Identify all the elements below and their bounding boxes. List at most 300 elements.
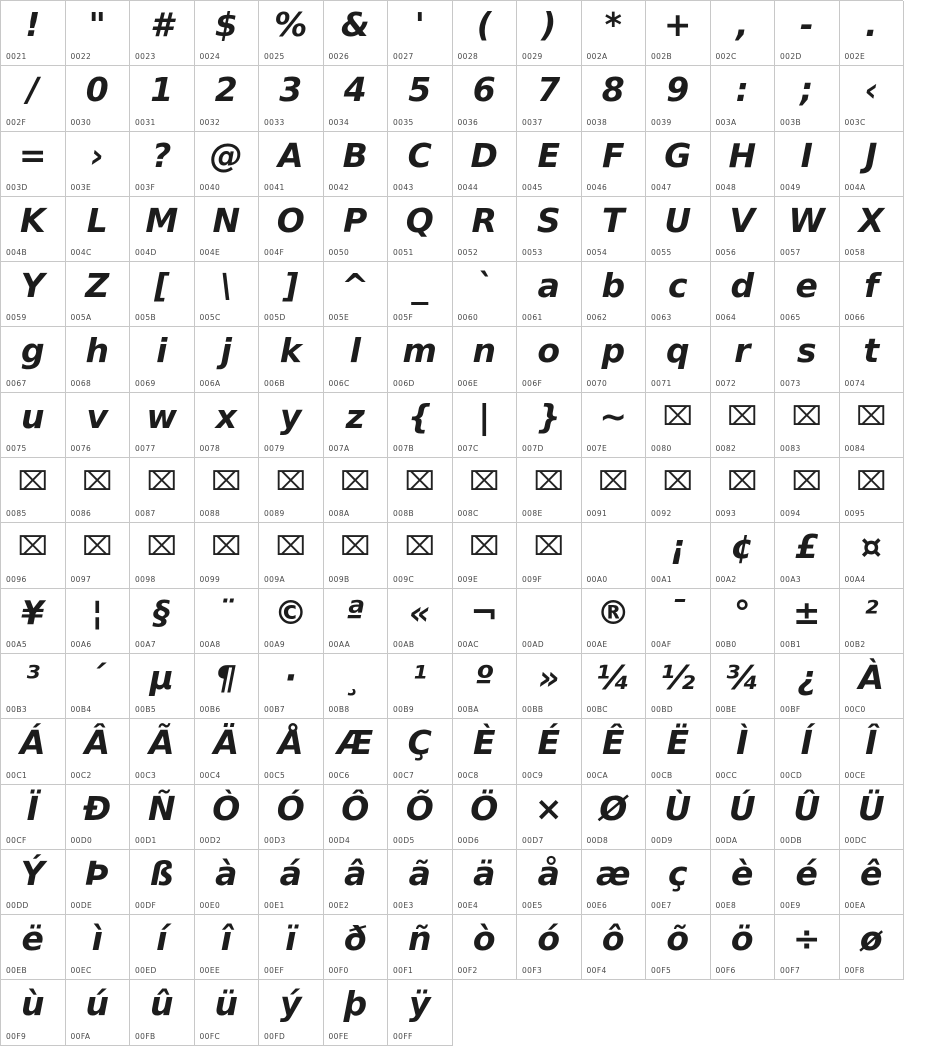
glyph-character: o	[537, 331, 561, 371]
glyph-cell[interactable]	[646, 785, 711, 850]
glyph-cell[interactable]	[711, 523, 776, 588]
glyph-cell[interactable]	[388, 654, 453, 719]
glyph-character: °	[734, 592, 751, 632]
glyph-character: ¾	[725, 657, 760, 697]
glyph-codepoint: 007B	[393, 444, 415, 454]
glyph-codepoint: 008A	[328, 509, 350, 519]
glyph-cell[interactable]	[130, 197, 195, 262]
glyph-cell[interactable]	[66, 458, 131, 523]
glyph-cell[interactable]	[130, 654, 195, 719]
glyph-cell[interactable]	[840, 132, 905, 197]
glyph-cell[interactable]	[259, 719, 324, 784]
glyph-cell[interactable]	[646, 132, 711, 197]
glyph-codepoint: 0053	[522, 248, 543, 258]
glyph-codepoint: 005B	[135, 313, 157, 323]
glyph-cell[interactable]	[259, 523, 324, 588]
glyph-codepoint: 0082	[715, 444, 737, 454]
glyph-cell[interactable]	[775, 915, 840, 980]
glyph-cell[interactable]	[66, 327, 131, 392]
glyph-codepoint: 0072	[715, 378, 737, 388]
glyph-cell[interactable]	[1, 589, 66, 654]
glyph-codepoint: 007A	[328, 444, 350, 454]
glyph-cell[interactable]	[66, 589, 131, 654]
glyph-cell[interactable]	[646, 1, 711, 66]
glyph-character: Ý	[20, 853, 45, 893]
glyph-codepoint: 009E	[457, 574, 479, 584]
glyph-cell[interactable]	[259, 327, 324, 392]
glyph-cell[interactable]	[582, 719, 647, 784]
glyph-cell[interactable]	[517, 262, 582, 327]
glyph-cell[interactable]	[646, 850, 711, 915]
glyph-cell[interactable]	[388, 66, 453, 131]
glyph-cell[interactable]	[259, 197, 324, 262]
glyph-cell[interactable]	[66, 1, 131, 66]
glyph-cell[interactable]	[130, 719, 195, 784]
glyph-codepoint: 0041	[264, 182, 285, 192]
glyph-cell[interactable]	[517, 66, 582, 131]
glyph-character: ×	[534, 788, 563, 828]
glyph-cell[interactable]	[582, 132, 647, 197]
glyph-cell[interactable]	[388, 197, 453, 262]
glyph-cell[interactable]	[646, 523, 711, 588]
glyph-cell[interactable]	[66, 197, 131, 262]
glyph-codepoint: 003A	[715, 117, 737, 127]
glyph-cell[interactable]	[324, 850, 389, 915]
glyph-cell[interactable]	[388, 980, 453, 1045]
glyph-cell[interactable]	[324, 589, 389, 654]
glyph-character: ¤	[860, 527, 882, 567]
glyph-cell[interactable]	[775, 1, 840, 66]
glyph-cell[interactable]	[711, 458, 776, 523]
glyph-cell[interactable]	[259, 980, 324, 1045]
glyph-character: r	[734, 331, 751, 371]
glyph-character: k	[279, 331, 302, 371]
glyph-character: ¹	[412, 657, 427, 697]
glyph-cell[interactable]	[775, 393, 840, 458]
glyph-cell[interactable]	[130, 132, 195, 197]
glyph-codepoint: 00C1	[6, 770, 28, 780]
glyph-cell[interactable]	[775, 132, 840, 197]
glyph-cell[interactable]	[388, 523, 453, 588]
glyph-cell[interactable]	[388, 719, 453, 784]
glyph-cell[interactable]	[195, 458, 260, 523]
glyph-cell[interactable]	[453, 327, 518, 392]
glyph-cell[interactable]	[582, 66, 647, 131]
glyph-cell[interactable]	[453, 589, 518, 654]
glyph-cell[interactable]	[840, 523, 905, 588]
glyph-codepoint: 00F9	[6, 1031, 27, 1041]
glyph-cell[interactable]	[775, 197, 840, 262]
glyph-cell[interactable]	[517, 327, 582, 392]
glyph-cell[interactable]	[453, 850, 518, 915]
glyph-cell[interactable]	[259, 66, 324, 131]
glyph-character: À	[858, 657, 885, 697]
notdef-box-icon: ⌧	[275, 532, 306, 563]
glyph-cell[interactable]	[840, 654, 905, 719]
glyph-cell[interactable]	[711, 393, 776, 458]
glyph-cell[interactable]	[324, 980, 389, 1045]
glyph-cell[interactable]	[388, 1, 453, 66]
glyph-character: _	[411, 266, 428, 306]
glyph-cell[interactable]	[646, 393, 711, 458]
glyph-cell[interactable]	[1, 197, 66, 262]
glyph-cell[interactable]	[582, 458, 647, 523]
glyph-cell[interactable]	[582, 327, 647, 392]
glyph-cell[interactable]	[259, 1, 324, 66]
glyph-character: ø	[859, 919, 883, 959]
glyph-cell[interactable]	[582, 850, 647, 915]
glyph-cell[interactable]	[195, 850, 260, 915]
glyph-cell[interactable]	[1, 785, 66, 850]
glyph-character: f	[864, 266, 879, 306]
glyph-cell[interactable]	[259, 132, 324, 197]
glyph-cell[interactable]	[582, 1, 647, 66]
glyph-cell[interactable]	[66, 850, 131, 915]
notdef-box-icon: ⌧	[469, 532, 500, 563]
glyph-cell[interactable]	[775, 262, 840, 327]
glyph-cell[interactable]	[517, 915, 582, 980]
glyph-cell[interactable]	[388, 785, 453, 850]
glyph-cell[interactable]	[1, 654, 66, 719]
glyph-cell[interactable]	[517, 850, 582, 915]
glyph-cell[interactable]	[259, 262, 324, 327]
glyph-cell[interactable]	[1, 132, 66, 197]
glyph-cell[interactable]	[453, 719, 518, 784]
glyph-cell[interactable]	[711, 589, 776, 654]
glyph-cell[interactable]	[646, 589, 711, 654]
glyph-cell[interactable]	[130, 327, 195, 392]
glyph-codepoint: 00AF	[651, 639, 672, 649]
glyph-cell[interactable]	[324, 327, 389, 392]
glyph-cell[interactable]	[453, 262, 518, 327]
glyph-cell[interactable]	[453, 197, 518, 262]
glyph-cell[interactable]	[388, 132, 453, 197]
glyph-character: ï	[285, 919, 297, 959]
glyph-character: ½	[660, 657, 695, 697]
glyph-character: F	[601, 135, 625, 175]
glyph-cell[interactable]	[1, 850, 66, 915]
glyph-character: U	[664, 200, 692, 240]
glyph-cell[interactable]	[195, 262, 260, 327]
glyph-codepoint: 0039	[651, 117, 672, 127]
glyph-cell[interactable]	[582, 589, 647, 654]
glyph-cell[interactable]	[66, 915, 131, 980]
glyph-cell[interactable]	[840, 66, 905, 131]
glyph-cell[interactable]	[195, 523, 260, 588]
glyph-cell[interactable]	[453, 393, 518, 458]
glyph-cell[interactable]	[840, 458, 905, 523]
glyph-character: I	[800, 135, 813, 175]
glyph-cell[interactable]	[517, 132, 582, 197]
glyph-cell[interactable]	[324, 915, 389, 980]
glyph-cell[interactable]	[388, 393, 453, 458]
glyph-character: Õ	[405, 788, 434, 828]
glyph-cell[interactable]	[195, 327, 260, 392]
glyph-cell[interactable]	[582, 523, 647, 588]
glyph-cell[interactable]	[130, 458, 195, 523]
glyph-cell[interactable]	[1, 980, 66, 1045]
glyph-cell[interactable]	[775, 523, 840, 588]
glyph-cell[interactable]	[259, 654, 324, 719]
glyph-cell[interactable]	[840, 393, 905, 458]
glyph-cell[interactable]	[324, 262, 389, 327]
glyph-character: @	[209, 135, 243, 175]
glyph-cell[interactable]	[453, 915, 518, 980]
notdef-box-icon: ⌧	[533, 467, 564, 498]
glyph-cell[interactable]	[259, 785, 324, 850]
glyph-codepoint: 009A	[264, 574, 286, 584]
glyph-cell[interactable]	[711, 719, 776, 784]
glyph-cell[interactable]	[711, 915, 776, 980]
glyph-codepoint: 0066	[844, 313, 866, 323]
glyph-cell[interactable]	[646, 262, 711, 327]
glyph-cell[interactable]	[775, 719, 840, 784]
glyph-cell[interactable]	[517, 458, 582, 523]
glyph-cell[interactable]	[259, 589, 324, 654]
glyph-cell[interactable]	[130, 850, 195, 915]
glyph-cell[interactable]	[582, 262, 647, 327]
glyph-cell[interactable]	[66, 654, 131, 719]
glyph-cell[interactable]	[195, 66, 260, 131]
glyph-codepoint: 00B0	[715, 639, 737, 649]
glyph-codepoint: 00DC	[844, 835, 867, 845]
glyph-cell[interactable]	[453, 654, 518, 719]
glyph-cell[interactable]	[130, 980, 195, 1045]
glyph-cell[interactable]	[388, 850, 453, 915]
glyph-codepoint: 008E	[522, 509, 543, 519]
glyph-cell[interactable]	[66, 66, 131, 131]
glyph-character: /	[26, 70, 39, 110]
glyph-cell[interactable]	[130, 393, 195, 458]
glyph-character: É	[537, 723, 561, 763]
glyph-cell[interactable]	[195, 654, 260, 719]
glyph-cell[interactable]	[711, 132, 776, 197]
glyph-cell[interactable]	[324, 132, 389, 197]
glyph-cell[interactable]	[711, 262, 776, 327]
glyph-cell[interactable]	[324, 719, 389, 784]
glyph-codepoint: 0042	[328, 182, 350, 192]
glyph-cell[interactable]	[453, 785, 518, 850]
glyph-cell[interactable]	[66, 262, 131, 327]
glyph-cell[interactable]	[66, 719, 131, 784]
glyph-cell[interactable]	[388, 458, 453, 523]
glyph-cell[interactable]	[324, 197, 389, 262]
glyph-cell[interactable]	[195, 915, 260, 980]
glyph-cell[interactable]	[259, 850, 324, 915]
glyph-cell[interactable]	[775, 458, 840, 523]
glyph-codepoint: 0095	[844, 509, 866, 519]
glyph-cell[interactable]	[66, 132, 131, 197]
glyph-cell[interactable]	[775, 66, 840, 131]
glyph-cell[interactable]	[324, 393, 389, 458]
glyph-character: Ó	[276, 788, 305, 828]
glyph-character: ·	[284, 657, 298, 697]
glyph-cell[interactable]	[840, 197, 905, 262]
glyph-cell[interactable]	[775, 327, 840, 392]
glyph-codepoint: 00AD	[522, 639, 545, 649]
glyph-cell[interactable]	[711, 66, 776, 131]
glyph-cell[interactable]	[517, 523, 582, 588]
glyph-cell[interactable]	[324, 523, 389, 588]
glyph-character: g	[20, 331, 45, 371]
glyph-character: ý	[279, 984, 302, 1024]
glyph-cell[interactable]	[517, 393, 582, 458]
glyph-character: ,	[735, 5, 749, 44]
glyph-cell[interactable]	[1, 393, 66, 458]
glyph-cell[interactable]	[130, 785, 195, 850]
glyph-cell[interactable]	[711, 197, 776, 262]
glyph-cell[interactable]	[840, 589, 905, 654]
glyph-codepoint: 0080	[651, 444, 672, 454]
glyph-cell[interactable]	[582, 785, 647, 850]
glyph-cell[interactable]	[130, 523, 195, 588]
glyph-cell[interactable]	[324, 66, 389, 131]
glyph-cell[interactable]	[66, 523, 131, 588]
glyph-cell[interactable]	[195, 785, 260, 850]
glyph-cell[interactable]	[195, 197, 260, 262]
glyph-cell[interactable]	[453, 66, 518, 131]
glyph-cell[interactable]	[517, 654, 582, 719]
glyph-codepoint: 009F	[522, 574, 543, 584]
glyph-codepoint: 0051	[393, 248, 414, 258]
glyph-cell[interactable]	[195, 1, 260, 66]
glyph-cell[interactable]	[840, 850, 905, 915]
glyph-cell[interactable]	[582, 915, 647, 980]
glyph-codepoint: 008B	[393, 509, 415, 519]
glyph-cell[interactable]	[582, 197, 647, 262]
glyph-cell[interactable]	[1, 1, 66, 66]
glyph-codepoint: 00D2	[199, 835, 222, 845]
glyph-cell[interactable]	[130, 589, 195, 654]
glyph-cell[interactable]	[259, 393, 324, 458]
glyph-cell[interactable]	[453, 458, 518, 523]
glyph-character: Ü	[857, 788, 885, 828]
glyph-cell[interactable]	[195, 589, 260, 654]
glyph-cell[interactable]	[711, 785, 776, 850]
glyph-cell[interactable]	[1, 915, 66, 980]
glyph-cell[interactable]	[517, 1, 582, 66]
glyph-cell[interactable]	[130, 915, 195, 980]
glyph-cell[interactable]	[324, 785, 389, 850]
notdef-box-icon: ⌧	[82, 532, 113, 563]
glyph-cell[interactable]	[1, 523, 66, 588]
glyph-cell[interactable]	[388, 327, 453, 392]
glyph-cell[interactable]	[775, 654, 840, 719]
glyph-cell[interactable]	[517, 197, 582, 262]
glyph-cell[interactable]	[130, 1, 195, 66]
glyph-cell[interactable]	[840, 785, 905, 850]
glyph-cell[interactable]	[646, 66, 711, 131]
glyph-cell[interactable]	[195, 719, 260, 784]
notdef-box-icon: ⌧	[275, 467, 306, 498]
glyph-codepoint: 00B1	[780, 639, 802, 649]
glyph-cell[interactable]	[711, 654, 776, 719]
glyph-cell[interactable]	[646, 915, 711, 980]
glyph-cell[interactable]	[646, 458, 711, 523]
glyph-cell[interactable]	[840, 262, 905, 327]
glyph-cell[interactable]	[195, 980, 260, 1045]
glyph-cell[interactable]	[259, 915, 324, 980]
glyph-cell[interactable]	[840, 1, 905, 66]
glyph-cell[interactable]	[1, 327, 66, 392]
glyph-cell[interactable]	[775, 850, 840, 915]
glyph-cell[interactable]	[324, 1, 389, 66]
glyph-character: ©	[274, 592, 308, 632]
glyph-codepoint: 006B	[264, 378, 286, 388]
glyph-cell[interactable]	[1, 66, 66, 131]
glyph-cell[interactable]	[66, 393, 131, 458]
glyph-cell[interactable]	[646, 719, 711, 784]
glyph-cell[interactable]	[517, 785, 582, 850]
glyph-cell[interactable]	[66, 980, 131, 1045]
notdef-box-icon: ⌧	[17, 532, 48, 563]
glyph-cell[interactable]	[517, 719, 582, 784]
glyph-cell[interactable]	[66, 785, 131, 850]
glyph-cell[interactable]	[646, 327, 711, 392]
glyph-cell[interactable]	[453, 132, 518, 197]
glyph-codepoint: 00C8	[457, 770, 479, 780]
glyph-cell[interactable]	[195, 132, 260, 197]
glyph-cell[interactable]	[388, 915, 453, 980]
glyph-codepoint: 0037	[522, 117, 543, 127]
glyph-character: ¨	[218, 592, 235, 632]
glyph-codepoint: 0086	[70, 509, 92, 519]
glyph-codepoint: 00B5	[135, 705, 157, 715]
glyph-cell[interactable]	[1, 458, 66, 523]
notdef-box-icon: ⌧	[404, 467, 435, 498]
glyph-cell[interactable]	[453, 523, 518, 588]
glyph-cell[interactable]	[130, 262, 195, 327]
glyph-cell[interactable]	[840, 915, 905, 980]
glyph-cell[interactable]	[388, 589, 453, 654]
glyph-character: ì	[91, 919, 103, 959]
glyph-cell[interactable]	[646, 197, 711, 262]
glyph-cell[interactable]	[711, 1, 776, 66]
glyph-codepoint: 0034	[328, 117, 350, 127]
glyph-cell[interactable]	[646, 654, 711, 719]
glyph-codepoint: 00AB	[393, 639, 415, 649]
glyph-cell[interactable]	[711, 850, 776, 915]
glyph-cell[interactable]	[1, 262, 66, 327]
glyph-cell[interactable]	[324, 458, 389, 523]
glyph-character: =	[18, 135, 47, 175]
glyph-cell[interactable]	[840, 327, 905, 392]
glyph-cell[interactable]	[711, 327, 776, 392]
glyph-cell[interactable]	[388, 262, 453, 327]
glyph-codepoint: 0071	[651, 378, 672, 388]
glyph-codepoint: 0075	[6, 444, 27, 454]
glyph-cell[interactable]	[840, 719, 905, 784]
glyph-cell[interactable]	[582, 393, 647, 458]
glyph-cell[interactable]	[517, 589, 582, 654]
glyph-codepoint: 00E3	[393, 901, 414, 911]
glyph-codepoint: 0091	[586, 509, 608, 519]
glyph-cell[interactable]	[775, 589, 840, 654]
glyph-codepoint: 00F1	[393, 966, 414, 976]
glyph-cell[interactable]	[582, 654, 647, 719]
glyph-cell[interactable]	[130, 66, 195, 131]
glyph-cell[interactable]	[775, 785, 840, 850]
glyph-cell[interactable]	[324, 654, 389, 719]
glyph-cell[interactable]	[259, 458, 324, 523]
glyph-character: Û	[793, 788, 821, 828]
glyph-cell[interactable]	[453, 1, 518, 66]
glyph-character: ä	[473, 853, 496, 893]
glyph-codepoint: 0083	[780, 444, 801, 454]
glyph-codepoint: 0044	[457, 182, 479, 192]
glyph-cell[interactable]	[1, 719, 66, 784]
glyph-cell[interactable]	[195, 393, 260, 458]
